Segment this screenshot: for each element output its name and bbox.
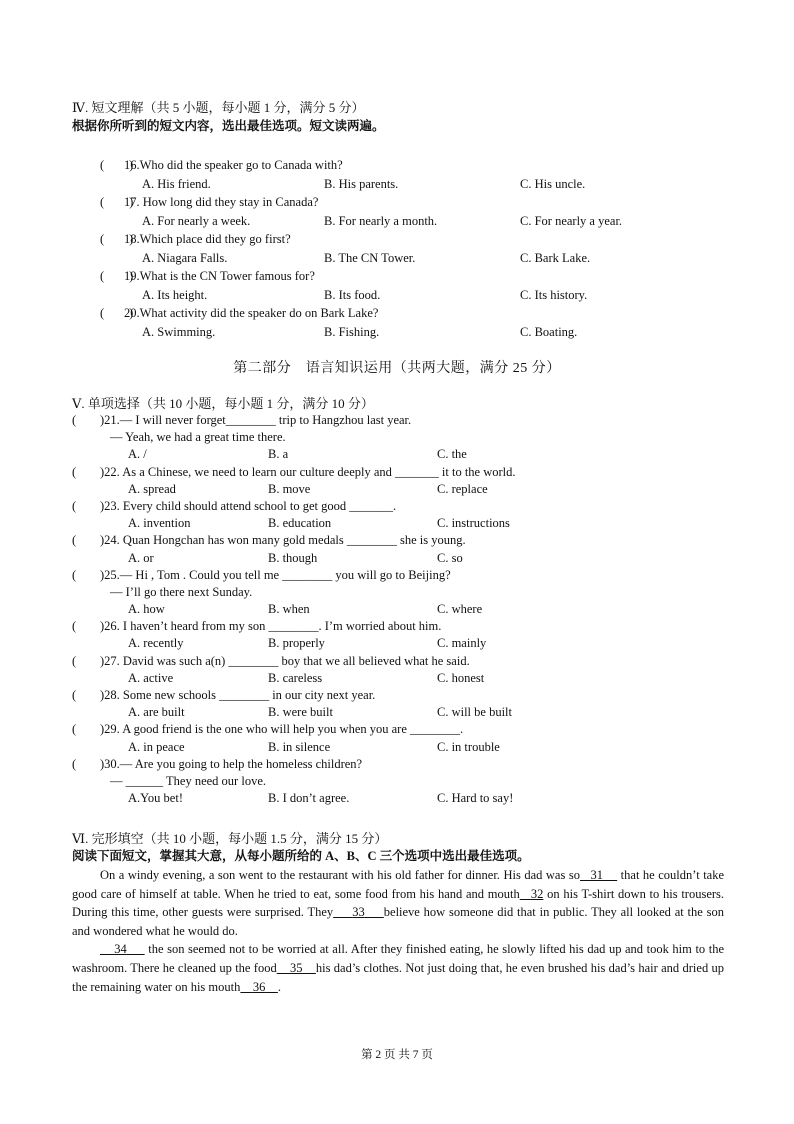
question-21-options xyxy=(72,446,724,463)
question-17-options xyxy=(72,212,724,231)
question-23-stem: )23. Every child should attend school to get good _______. xyxy=(100,498,397,513)
question-24-stem-row xyxy=(72,532,724,549)
option-b: B. move xyxy=(268,481,311,496)
answer-bracket[interactable]: ( xyxy=(72,567,102,582)
question-20-stem-row xyxy=(72,304,724,323)
question-27-stem-row xyxy=(72,653,724,670)
cloze-paragraph-1 xyxy=(72,866,724,940)
option-c: C. so xyxy=(437,550,463,565)
passage-text: believe how someone did that in public. They all looked at the son and wondered what he would do. xyxy=(72,905,724,938)
option-c: C. where xyxy=(437,602,483,617)
question-24-stem: )24. Quan Hongchan has won many gold medals ________ she is young. xyxy=(100,533,466,548)
option-b: B. For nearly a month. xyxy=(324,213,438,228)
option-c: C. For nearly a year. xyxy=(520,213,623,228)
question-30-reply: — ______ They need our love. xyxy=(110,773,266,788)
passage-text: that he couldn’t take good care of himself at table. When he tried to eat, some food from his hand and mouth xyxy=(72,868,725,901)
answer-bracket[interactable]: ( xyxy=(72,533,102,548)
question-16-stem-row xyxy=(72,156,724,175)
blank-number: 31 xyxy=(590,868,604,882)
passage-text: his dad’s clothes. Not just doing that, he even brushed his dad’s hair and dried up the remaining water on his mouth xyxy=(72,960,725,994)
question-20-options xyxy=(72,323,724,342)
question-25-options xyxy=(72,601,724,618)
question-30-stem: )30.— Are you going to help the homeless children? xyxy=(100,756,363,771)
passage-text: . xyxy=(277,979,281,994)
answer-bracket[interactable]: ( xyxy=(72,413,102,427)
section-6-heading: Ⅵ. 完形填空（共 10 小题，每小题 1.5 分，满分 15 分） xyxy=(72,831,388,846)
question-28-stem-row xyxy=(72,687,724,704)
option-a: A. in peace xyxy=(128,739,185,754)
question-28-options xyxy=(72,704,724,721)
option-c: C. instructions xyxy=(437,516,510,531)
question-22-stem-row xyxy=(72,464,724,481)
option-a: A. recently xyxy=(128,636,184,651)
answer-bracket[interactable]: ( xyxy=(72,653,102,668)
answer-bracket[interactable]: ( ) xyxy=(100,195,134,209)
option-a: A. For nearly a week. xyxy=(142,213,251,228)
option-c: C. Its history. xyxy=(520,287,588,302)
option-b: B. a xyxy=(268,447,289,462)
question-28-stem: )28. Some new schools ________ in our city next year. xyxy=(100,688,376,702)
option-c: C. the xyxy=(437,447,467,462)
cloze-passage xyxy=(72,866,724,996)
question-30-stem-row xyxy=(72,756,724,773)
answer-bracket[interactable]: ( ) xyxy=(100,306,134,320)
option-b: B. when xyxy=(268,602,310,617)
option-b: B. Fishing. xyxy=(324,324,380,339)
option-c: C. in trouble xyxy=(437,739,500,754)
option-a: A. active xyxy=(128,670,174,685)
option-b: B. education xyxy=(268,516,332,531)
blank-number: 32 xyxy=(530,886,544,901)
question-23-stem-row xyxy=(72,498,724,515)
blank-number: 35 xyxy=(290,960,303,975)
section-4-heading: Ⅳ. 短文理解（共 5 小题，每小题 1 分，满分 5 分） xyxy=(72,100,365,115)
cloze-blank-31[interactable] xyxy=(580,868,617,882)
passage-text: On a windy evening, a son went to the restaurant with his old father for dinner. His dad was so xyxy=(100,868,580,882)
question-30-dialogue xyxy=(72,773,724,790)
option-a: A. how xyxy=(128,602,165,617)
question-30-options xyxy=(72,790,724,807)
question-29-stem-row xyxy=(72,721,724,738)
option-b: B. careless xyxy=(268,670,323,685)
question-25-stem: )25.— Hi , Tom . Could you tell me ________ you will go to Beijing? xyxy=(100,567,451,582)
section-5-questions xyxy=(72,412,724,807)
answer-bracket[interactable]: ( ) xyxy=(100,269,134,283)
blank-number: 33 xyxy=(352,905,365,920)
option-b: B. Its food. xyxy=(324,287,381,302)
answer-bracket[interactable]: ( xyxy=(72,464,102,479)
answer-bracket[interactable]: ( xyxy=(72,722,102,737)
answer-bracket[interactable]: ( ) xyxy=(100,158,134,172)
question-29-stem: )29. A good friend is the one who will help you when you are ________. xyxy=(100,722,464,737)
option-a: A. / xyxy=(128,447,147,462)
question-18-stem-row xyxy=(72,230,724,249)
part-2-title: 第二部分 语言知识运用（共两大题，满分 25 分） xyxy=(233,361,561,376)
blank-number: 36 xyxy=(252,979,266,994)
question-21-dialogue xyxy=(72,429,724,446)
question-22-options xyxy=(72,481,724,498)
question-19-options xyxy=(72,286,724,305)
question-26-stem-row xyxy=(72,618,724,635)
question-19-stem: 19.What is the CN Tower famous for? xyxy=(124,269,315,283)
cloze-blank-36[interactable] xyxy=(240,980,278,994)
option-a: A. His friend. xyxy=(142,176,211,191)
question-29-options xyxy=(72,739,724,756)
question-23-options xyxy=(72,515,724,532)
answer-bracket[interactable]: ( ) xyxy=(100,232,134,246)
question-22-stem: )22. As a Chinese, we need to learn our culture deeply and _______ it to the world. xyxy=(100,464,516,479)
passage-text: on his T-shirt down to his trousers. During this time, other guests were surprised. They xyxy=(72,886,725,920)
option-a: A. invention xyxy=(128,516,191,531)
question-19-stem-row xyxy=(72,267,724,286)
cloze-blank-35[interactable] xyxy=(277,961,316,975)
cloze-blank-34[interactable] xyxy=(100,942,145,956)
section-5-heading: Ⅴ. 单项选择（共 10 小题，每小题 1 分，满分 10 分） xyxy=(72,396,374,411)
question-27-options xyxy=(72,670,724,687)
question-16-options xyxy=(72,175,724,194)
answer-bracket[interactable]: ( xyxy=(72,619,102,634)
question-17-stem-row xyxy=(72,193,724,212)
option-c: C. mainly xyxy=(437,636,487,651)
question-21-stem: )21.— I will never forget________ trip to Hangzhou last year. xyxy=(100,413,412,427)
option-a: A. Its height. xyxy=(142,287,208,302)
question-26-options xyxy=(72,635,724,652)
question-16-stem: 16.Who did the speaker go to Canada with? xyxy=(124,158,343,172)
question-18-options xyxy=(72,249,724,268)
option-c: C. replace xyxy=(437,481,488,496)
question-25-reply: — I’ll go there next Sunday. xyxy=(110,584,253,599)
option-c: C. will be built xyxy=(437,705,512,720)
option-b: B. properly xyxy=(268,636,325,651)
question-18-stem: 18.Which place did they go first? xyxy=(124,232,291,246)
section-6-instruction: 阅读下面短文，掌握其大意，从每小题所给的 A、B、C 三个选项中选出最佳选项。 xyxy=(72,849,530,863)
cloze-blank-33[interactable] xyxy=(333,905,384,919)
question-17-stem: 17. How long did they stay in Canada? xyxy=(124,195,319,209)
option-c: C. Boating. xyxy=(520,324,578,339)
section-4-instruction: 根据你所听到的短文内容，选出最佳选项。短文读两遍。 xyxy=(72,119,385,133)
option-b: B. The CN Tower. xyxy=(324,250,416,265)
option-c: C. Bark Lake. xyxy=(520,250,591,265)
option-c: C. His uncle. xyxy=(520,176,586,191)
answer-bracket[interactable]: ( xyxy=(72,688,102,702)
question-21-stem-row xyxy=(72,412,724,429)
passage-text: the son seemed not to be worried at all. After they finished eating, he slowly lifted his dad up and took him to the washroom. There he cleaned up the food xyxy=(72,942,725,975)
section-4-questions xyxy=(72,156,724,341)
blank-number: 34 xyxy=(114,942,127,957)
answer-bracket[interactable]: ( xyxy=(72,498,102,513)
option-b: B. though xyxy=(268,550,318,565)
option-a: A. spread xyxy=(128,481,176,496)
option-a: A.You bet! xyxy=(128,791,183,806)
question-26-stem: )26. I haven’t heard from my son ________. I’m worried about him. xyxy=(100,619,442,634)
option-c: C. Hard to say! xyxy=(437,791,514,806)
option-a: A. Swimming. xyxy=(142,324,216,339)
question-24-options xyxy=(72,550,724,567)
question-25-stem-row xyxy=(72,567,724,584)
question-27-stem: )27. David was such a(n) ________ boy that we all believed what he said. xyxy=(100,653,470,668)
cloze-paragraph-2 xyxy=(72,940,724,996)
option-a: A. are built xyxy=(128,705,185,720)
option-b: B. His parents. xyxy=(324,176,399,191)
option-b: B. were built xyxy=(268,705,333,720)
question-20-stem: 20.What activity did the speaker do on Bark Lake? xyxy=(124,306,379,320)
option-b: B. in silence xyxy=(268,739,331,754)
option-c: C. honest xyxy=(437,670,485,685)
page-number-footer: 第 2 页 共 7 页 xyxy=(361,1049,433,1061)
answer-bracket[interactable]: ( xyxy=(72,756,102,771)
cloze-blank-32[interactable] xyxy=(520,887,544,901)
option-a: A. or xyxy=(128,550,154,565)
option-a: A. Niagara Falls. xyxy=(142,250,228,265)
option-b: B. I don’t agree. xyxy=(268,791,350,806)
question-21-reply: — Yeah, we had a great time there. xyxy=(110,430,286,445)
question-25-dialogue xyxy=(72,584,724,601)
